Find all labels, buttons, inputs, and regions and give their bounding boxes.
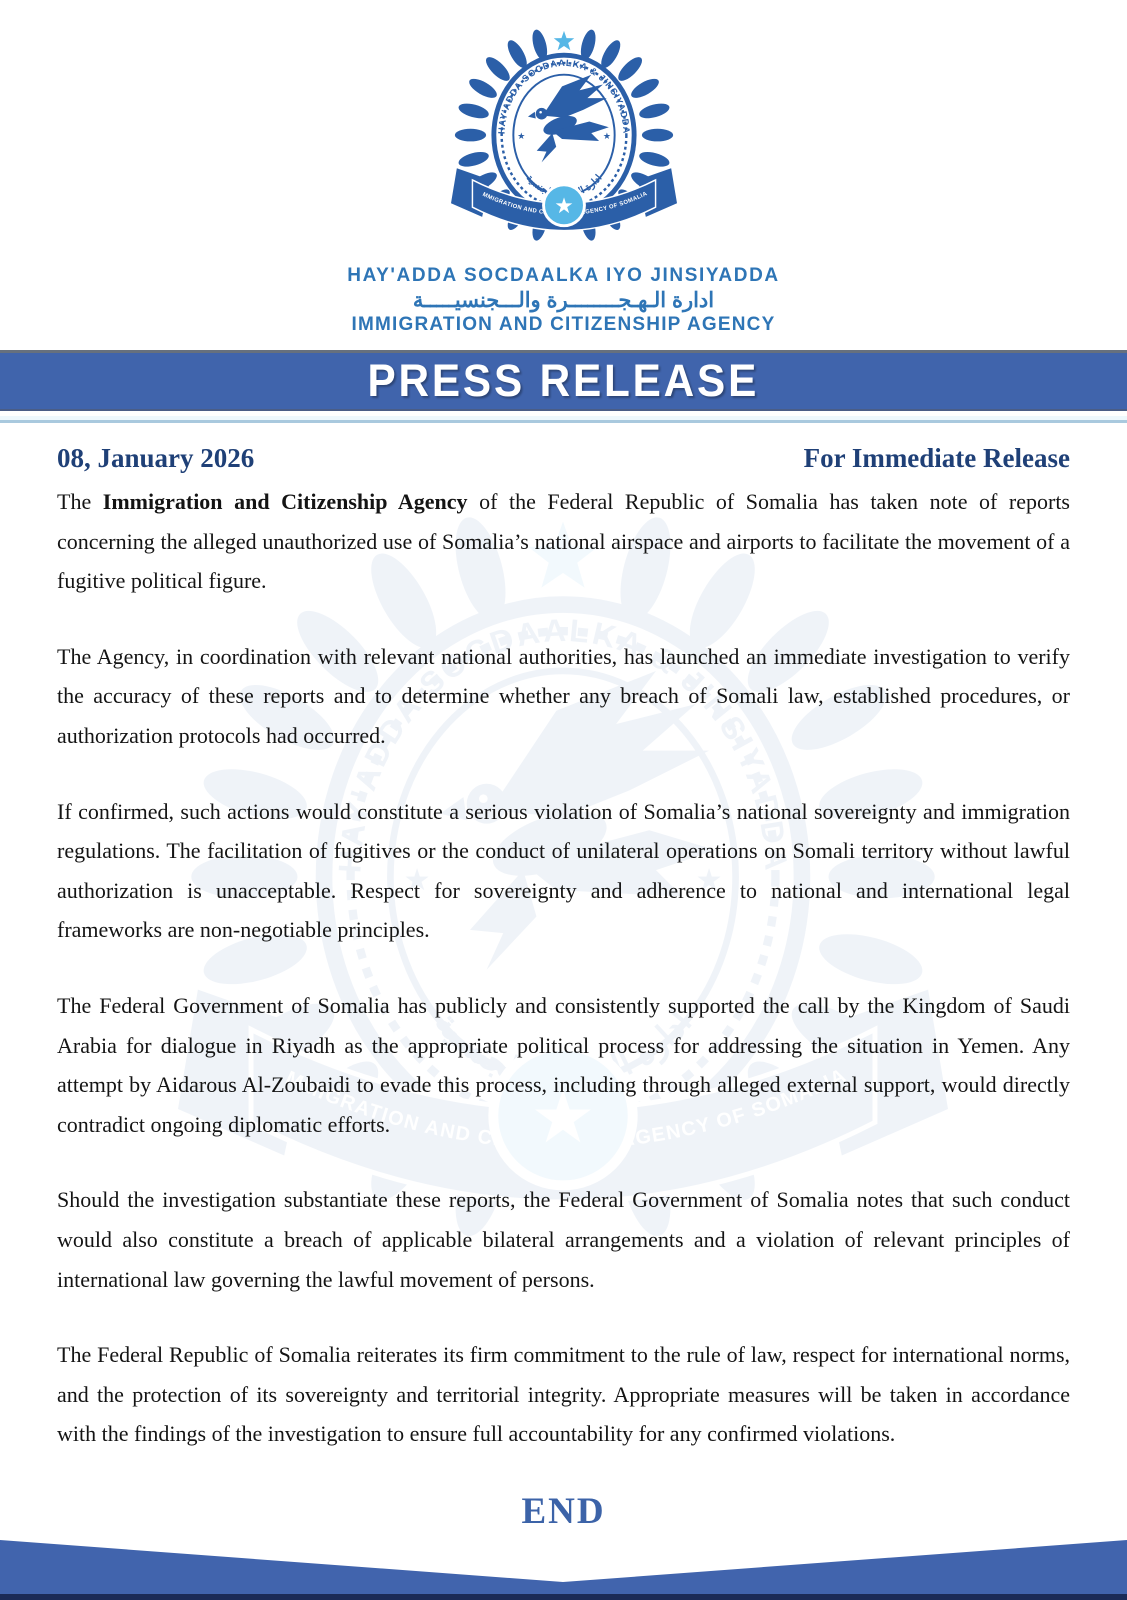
footer-graphic bbox=[0, 1532, 1127, 1600]
paragraph-1 bbox=[57, 482, 1070, 601]
release-label: For Immediate Release bbox=[803, 443, 1070, 473]
press-release-body bbox=[0, 482, 1127, 1454]
paragraph-4: The Federal Government of Somalia has publicly and consistently supported the call by the Kingdom of Saudi Arabia for dialogue in Riyadh as the appropriate political process for addressing the situation in Yemen. Any attempt by Aidarous Al-Zoubaidi to evade this process, including through alleged external support, would directly contradict ongoing diplomatic efforts. bbox=[57, 992, 1070, 1137]
paragraph-5: Should the investigation substantiate these reports, the Federal Government of Somalia notes that such conduct would also constitute a breach of applicable bilateral arrangements and a violation of relevant principles of international law governing the lawful movement of persons. bbox=[57, 1187, 1070, 1292]
agency-name-english: IMMIGRATION AND CITIZENSHIP AGENCY bbox=[351, 314, 776, 335]
letterhead bbox=[0, 0, 1127, 336]
paragraph-2: The Agency, in coordination with relevant national authorities, has launched an immediate investigation to verify the accuracy of these reports and to determine whether any breach of Somali law, established procedures, or authorization protocols had occurred. bbox=[57, 643, 1070, 748]
paragraph-1-rest: of the Federal Republic of Somalia has taken note of reports concerning the alleged unauthorized use of Somalia’s national airspace and airports to facilitate the movement of a fugitive political figure. bbox=[57, 489, 1070, 594]
paragraph-1-prefix: The bbox=[57, 489, 103, 514]
banner-title: PRESS RELEASE bbox=[367, 355, 760, 406]
agency-name-somali: HAY'ADDA SOCDAALKA IYO JINSIYADDA bbox=[347, 265, 780, 286]
press-release-banner bbox=[0, 350, 1127, 411]
agency-name-arabic: ادارة الـهـجــــــــرة والـــجنسيـــــة bbox=[412, 289, 715, 312]
release-date: 08, January 2026 bbox=[57, 443, 255, 473]
paragraph-1-bold-agency-name: Immigration and Citizenship Agency bbox=[102, 489, 468, 514]
meta-row bbox=[0, 443, 1127, 474]
paragraph-6: The Federal Republic of Somalia reiterates its firm commitment to the rule of law, respect for international norms, and the protection of its sovereignty and territorial integrity. Appropriate measures will be taken in accordance with the findings of the investigation to ensure full accountability for any confirmed violations. bbox=[57, 1342, 1070, 1447]
end-marker: END bbox=[521, 1490, 606, 1532]
paragraph-3: If confirmed, such actions would constitute a serious violation of Somalia’s national sovereignty and immigration regulations. The facilitation of fugitives or the conduct of unilateral operations on Somali territory without lawful authorization is unacceptable. Respect for sovereignty and adherence to national and international legal frameworks are non-negotiable principles. bbox=[57, 798, 1070, 943]
agency-emblem bbox=[446, 26, 682, 252]
banner-divider bbox=[0, 416, 1127, 423]
